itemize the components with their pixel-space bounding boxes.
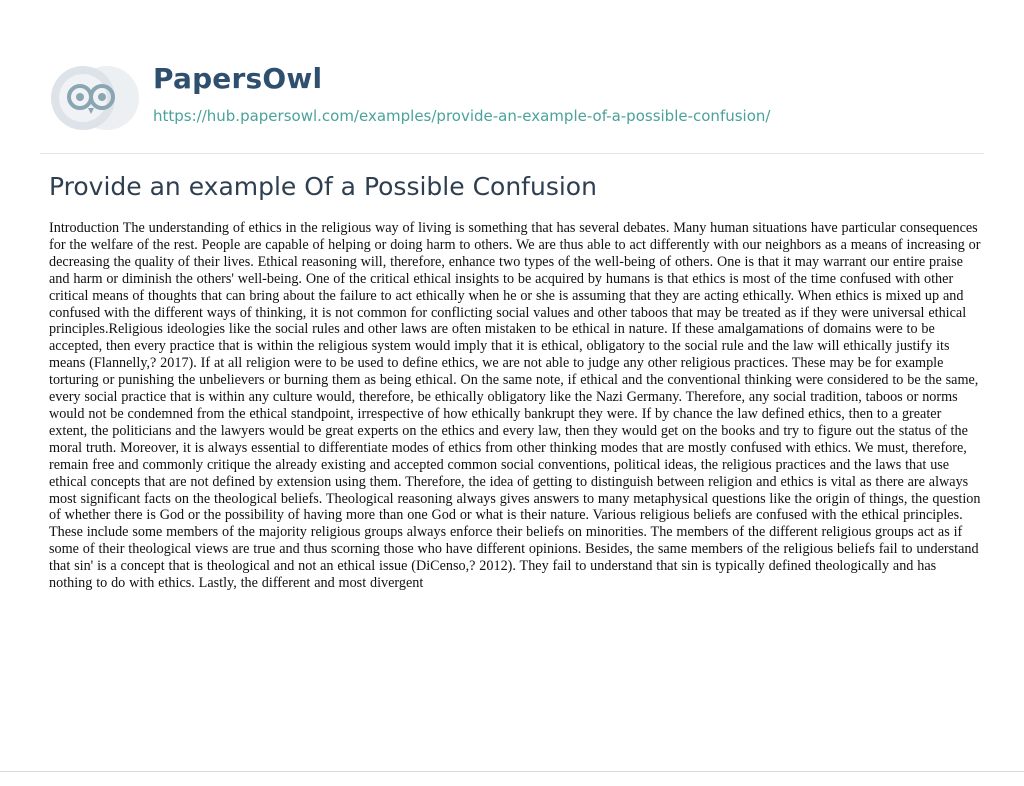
header-divider [40,153,984,154]
site-header [0,0,1024,152]
document-body: Introduction The understanding of ethics in the religious way of living is something that has several debates. Many human situations have particular consequences for the welfare of the rest. People are capable of helping or doing harm to others. We are thus able to act differently with our neighbors as a means of increasing or decreasing the quality of their lives. Ethical reasoning will, therefore, enhance two types of the well-being of others. One is that it may warrant our entire praise and harm or diminish the others' well-being. One of the critical ethical insights to be acquired by humans is that ethics is most of the time confused with other critical means of thoughts that can bring about the failure to act ethically when he or she is assuming that they are acting ethically. When ethics is mixed up and confused with the different ways of thinking, it is not common for conflicting social values and other taboos that may be treated as if they were universal ethical principles.Religious ideologies like the social rules and other laws are often mistaken to be ethical in nature. If these amalgamations of domains were to be accepted, then every practice that is within the religious system would imply that it is ethical, obligatory to the social rule and the law will ethically justify its means (Flannelly,? 2017). If at all religion were to be used to define ethics, we are not able to judge any other religious practices. These may be for example torturing or punishing the unbelievers or burning them as being ethical. On the same note, if ethical and the conventional thinking were considered to be the same, every social practice that is within any culture would, therefore, be ethically obligatory like the Nazi Germany. Therefore, any social tradition, taboos or norms would not be condemned from the ethical standpoint, irrespective of how ethically bankrupt they were. If by chance the law defined ethics, then to a greater extent, the politicians and the lawyers would be great experts on the ethics and every law, then they would get on the books and try to figure out the status of the moral truth. Moreover, it is always essential to differentiate modes of ethics from other thinking modes that are mostly confused with ethics. We must, therefore, remain free and commonly critique the already existing and accepted common social conventions, political ideas, the religious practices and the laws that use ethical concepts that are not defined by extension using them. Therefore, the idea of getting to distinguish between religion and ethics is vital as there are always most significant facts on the theological beliefs. Theological reasoning always gives answers to many metaphysical questions like the origin of things, the question of whether there is God or the possibility of having more than one God or what is their nature. Various religious beliefs are confused with the ethical principles. These include some members of the majority religious groups always enforce their beliefs on minorities. The members of the different religious groups act as if some of their theological views are true and thus scorning those who have different opinions. Besides, the same members of the religious beliefs fail to understand that sin' is a concept that is theological and not an ethical issue (DiCenso,? 2012). They fail to understand that sin is typically defined theologically and has nothing to do with ethics. Lastly, the different and most divergent [49,220,981,592]
footer-divider [0,771,1024,772]
owl-logo-icon[interactable] [49,64,141,132]
page-url-link[interactable]: https://hub.papersowl.com/examples/provide-an-example-of-a-possible-confusion/ [153,107,771,125]
document-title: Provide an example Of a Possible Confusion [49,172,597,201]
brand-name[interactable]: PapersOwl [153,62,323,95]
